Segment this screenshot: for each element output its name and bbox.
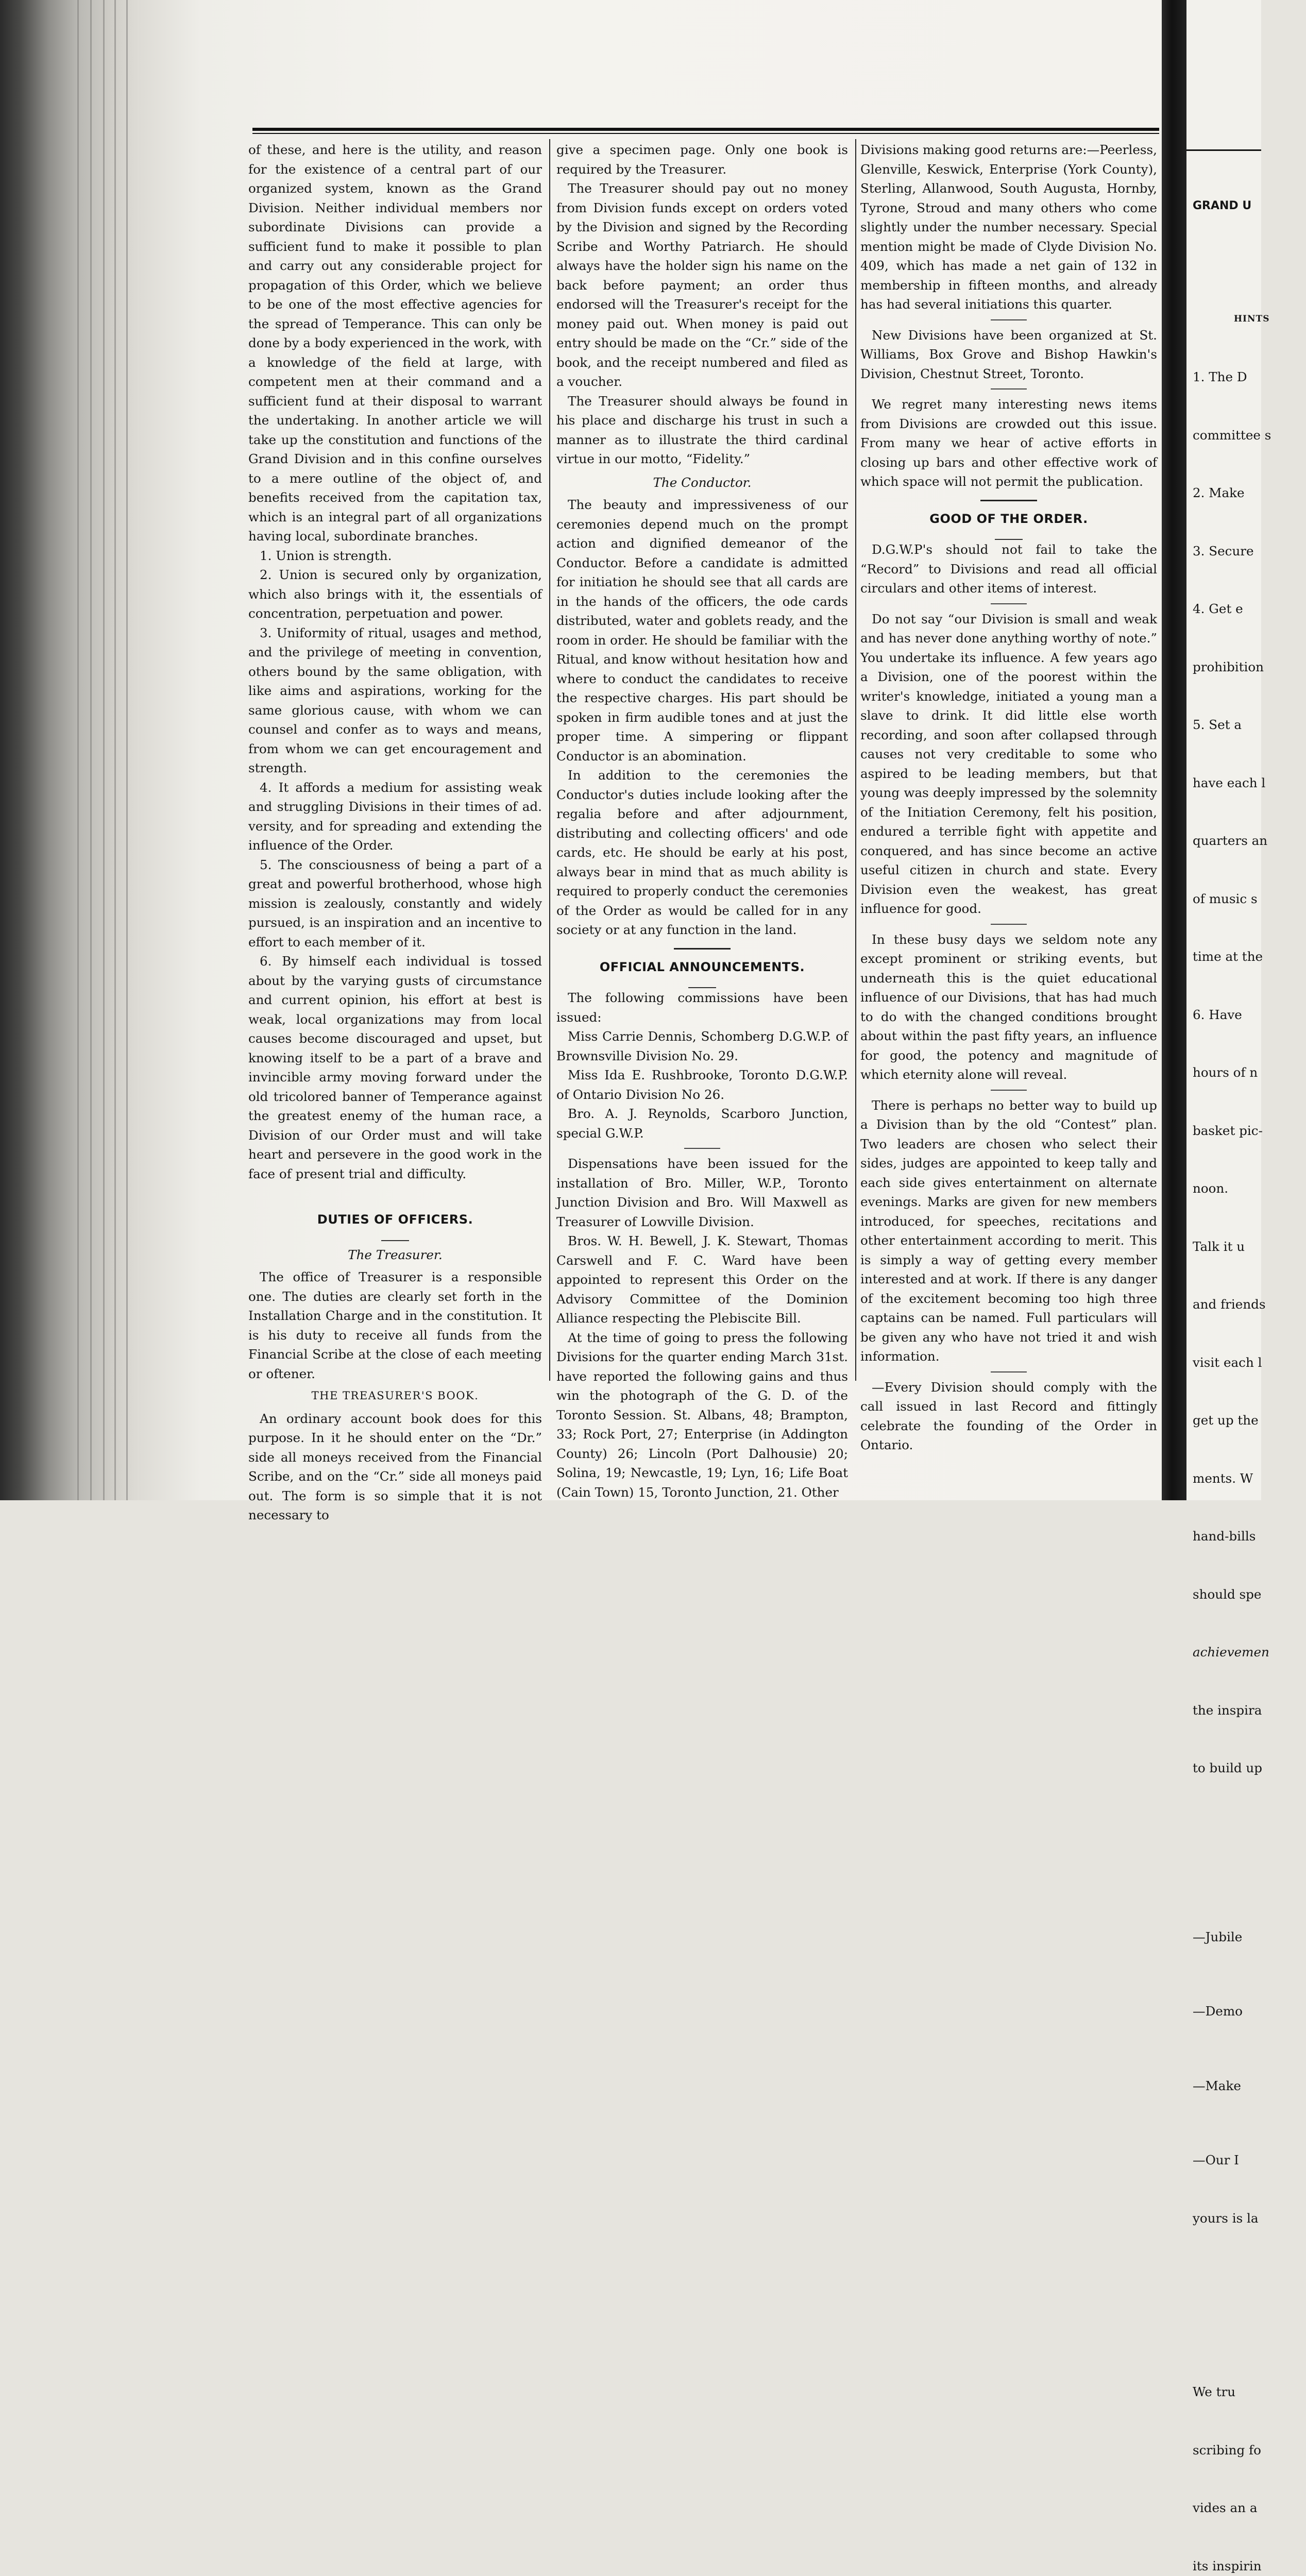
paragraph: Do not say “our Division is small and weak and has never done anything worthy of note.” You undertake its influence. A few years ago a Division, one of the poorest within the writer's knowledge, initiated a young man a slave to drink. It did little else worth recording, and soon after collapsed through causes not very creditable to some who aspired to be leading members, but that young was deeply impressed by the solemnity of the Initiation Ceremony, felt his position, endured a terrible fight with appetite and conquered, and has since become an active useful citizen in church and state. Every Division even the weakest, has great influence for good. bbox=[860, 611, 1157, 916]
np-line: 4. Get e bbox=[1193, 601, 1243, 616]
np-line: quarters an bbox=[1193, 833, 1268, 848]
paragraph: The Treasurer should pay out no money from Division funds except on orders voted by the Division and signed by the Recording Scribe and Worthy Patriarch. He should always have the holder sign his name on the back before payment; an order thus endorsed will the Treasurer's receipt for the money paid out. When money is paid out entry should be made on the “Cr.” side of the book, and the receipt numbered and filed as a voucher. bbox=[556, 181, 848, 389]
np-line: 3. Secure bbox=[1193, 543, 1254, 558]
np-line: its inspirin bbox=[1193, 2558, 1262, 2573]
good-of-the-order-heading: GOOD OF THE ORDER. bbox=[929, 511, 1088, 526]
np-line: ments. W bbox=[1193, 1470, 1253, 1486]
divider bbox=[684, 1148, 720, 1149]
hints-heading: HINTS bbox=[1234, 313, 1270, 324]
np-line: prohibition bbox=[1193, 659, 1264, 674]
top-rule bbox=[252, 128, 1159, 131]
announcement: The following commissions have been issued: bbox=[556, 990, 848, 1025]
paragraph: D.G.W.P's should not fail to take the “Record” to Divisions and read all official circulars and other items of interest. bbox=[860, 542, 1157, 596]
column-1 bbox=[248, 140, 542, 1525]
np-line: 6. Have bbox=[1193, 1007, 1242, 1022]
paragraph: There is perhaps no better way to build up a Division than by the old “Contest” plan. Two leaders are chosen who select their sides, judges are appointed to keep tally and each side gives entertainment on alternate evenings. Marks are given for new members introduced, for speeches, recitations and other entertainment according to merit. This is simply a way of getting every member interested and at work. If there is any danger of the excitement becoming too high three captains can be named. Full particulars will be given any who have not tried it and wish information. bbox=[860, 1097, 1157, 1364]
divider bbox=[991, 388, 1027, 389]
np-line: the inspira bbox=[1193, 1702, 1262, 1718]
paragraph: We regret many interesting news items from Divisions are crowded out this issue. From many we hear of active efforts in closing up bars and other effective work of which space will not permit the publication. bbox=[860, 397, 1157, 489]
divider bbox=[991, 1090, 1027, 1091]
scan-left-edge bbox=[0, 0, 139, 1500]
np-line: committee s bbox=[1193, 427, 1271, 443]
np-line: vides an a bbox=[1193, 2500, 1258, 2515]
divider bbox=[991, 924, 1027, 925]
divider bbox=[991, 1371, 1027, 1372]
np-line: of music s bbox=[1193, 891, 1258, 906]
divisions-continued: Divisions making good returns are:—Peerless, Glenville, Keswick, Enterprise (York County), Sterling, Allanwood, South Augusta, Hornby, Tyrone, Stroud and many others who come slightly under the number necessary. Special mention might be made of Clyde Division No. 409, which has made a net gain of 132 in membership in fifteen months, and already has had several initiations this quarter. bbox=[860, 142, 1157, 312]
next-page-text bbox=[1193, 155, 1306, 2576]
np-line: should spe bbox=[1193, 1586, 1262, 1602]
np-line: time at the bbox=[1193, 949, 1263, 964]
benefits-list bbox=[248, 546, 542, 1184]
next-page-fragment bbox=[1186, 0, 1271, 2573]
announcement: Miss Carrie Dennis, Schomberg D.G.W.P. of Brownsville Division No. 29. bbox=[556, 1029, 848, 1063]
page-gutter bbox=[1162, 0, 1186, 1500]
announcement: Dispensations have been issued for the installation of Bro. Miller, W.P., Toronto Junction Division and Bro. Will Maxwell as Treasurer of Lowville Division. bbox=[556, 1156, 848, 1229]
np-line: 1. The D bbox=[1193, 369, 1247, 384]
np-line: basket pic- bbox=[1193, 1123, 1263, 1138]
np-line: visit each l bbox=[1193, 1354, 1262, 1370]
np-line: 2. Make bbox=[1193, 485, 1245, 500]
announcement: Bros. W. H. Bewell, J. K. Stewart, Thomas Carswell and F. C. Ward have been appointed to represent this Order on the Advisory Committee of the Dominion Alliance respecting the Plebiscite Bill. bbox=[556, 1233, 848, 1326]
section-divider bbox=[980, 500, 1037, 501]
conductor-heading: The Conductor. bbox=[653, 474, 752, 490]
announcement: Bro. A. J. Reynolds, Scarboro Junction, special G.W.P. bbox=[556, 1106, 848, 1141]
column-rule-2 bbox=[855, 139, 856, 1381]
np-line: hours of n bbox=[1193, 1065, 1258, 1080]
np-short-item: —Make bbox=[1193, 2078, 1241, 2093]
list-item: 4. It affords a medium for assisting weak and struggling Divisions in their times of ad. versity, and for spreading and extending the influence of the Order. bbox=[248, 779, 542, 853]
np-line: get up the bbox=[1193, 1413, 1259, 1428]
treasurer-continued: give a specimen page. Only one book is required by the Treasurer. bbox=[556, 142, 848, 177]
treasurer-paragraph: The office of Treasurer is a responsible one. The duties are clearly set forth in the Installation Charge and in the constitution. It is his duty to receive all funds from the Financial Scribe at the close of each meeting or oftener. bbox=[248, 1269, 542, 1381]
np-line: and friends bbox=[1193, 1297, 1266, 1312]
paragraph: The Treasurer should always be found in his place and discharge his trust in such a manner as to illustrate the third cardinal virtue in our motto, “Fidelity.” bbox=[556, 393, 848, 466]
column-3 bbox=[860, 140, 1157, 1455]
list-item: 5. The consciousness of being a part of a great and powerful brotherhood, whose high mission is zealously, constantly and widely pursued, is an inspiration and an incentive to effort to each member of it. bbox=[248, 857, 542, 950]
np-line: noon. bbox=[1193, 1181, 1229, 1196]
treasurers-book-paragraph: An ordinary account book does for this purpose. In it he should enter on the “Dr.” side all moneys received from the Financial Scribe, and on the “Cr.” side all moneys paid out. The form is so simple that it is not necessary to bbox=[248, 1411, 542, 1522]
paragraph: The beauty and impressiveness of our ceremonies depend much on the prompt action and dignified demeanor of the Conductor. Before a candidate is admitted for initiation he should see that all cards are in the hands of the officers, the ode cards distributed, water and goblets ready, and the room in order. He should be familiar with the Ritual, and know without hesitation how and where to conduct the candidates to receive the respective charges. His part should be spoken in firm audible tones and at just the proper time. A simpering or flippant Conductor is an abomination. bbox=[556, 497, 848, 764]
duties-of-officers-heading: DUTIES OF OFFICERS. bbox=[317, 1212, 473, 1227]
list-item: 2. Union is secured only by organization, which also brings with it, the essentials of concentration, perpetuation and power. bbox=[248, 567, 542, 621]
next-page-rule bbox=[1186, 149, 1261, 151]
paragraph: In these busy days we seldom note any except prominent or striking events, but underneath this is the quiet educational influence of our Divisions, that has had much to do with the changed conditions brought about within the past fifty years, an influence for good, the potency and magnitude of which eternity alone will reveal. bbox=[860, 931, 1157, 1082]
paragraph: In addition to the ceremonies the Conductor's duties include looking after the regalia before and after adjournment, distributing and collecting officers' and ode cards, etc. He should be early at his post, always bear in mind that as much ability is required to properly conduct the ceremonies of the Order as would be called for in any society or at any function in the land. bbox=[556, 768, 848, 937]
np-short-item: —Jubile bbox=[1193, 1929, 1243, 1944]
np-short-item: —Our I bbox=[1193, 2153, 1239, 2167]
treasurer-heading: The Treasurer. bbox=[348, 1247, 443, 1262]
np-line: 5. Set a bbox=[1193, 717, 1242, 732]
next-page-heading: GRAND U bbox=[1193, 199, 1252, 212]
np-line: We tru bbox=[1193, 2384, 1236, 2399]
list-item: 3. Uniformity of ritual, usages and method, and the privilege of meeting in convention, others bound by the same obligation, with like aims and aspirations, working for the same glorious cause, with whom we can counsel and confer as to ways and means, from whom we can get encouragement and strength. bbox=[248, 625, 542, 775]
np-line: hand-bills bbox=[1193, 1529, 1256, 1544]
treasurers-book-heading: THE TREASURER'S BOOK. bbox=[311, 1389, 479, 1402]
top-rule-thin bbox=[252, 133, 1159, 134]
np-line: have each l bbox=[1193, 775, 1266, 790]
np-line: Talk it u bbox=[1193, 1239, 1245, 1254]
np-short-item: —Demo bbox=[1193, 2004, 1243, 2019]
divider bbox=[991, 319, 1027, 320]
official-announcements-heading: OFFICIAL ANNOUNCEMENTS. bbox=[599, 959, 805, 974]
column-2 bbox=[556, 140, 848, 1502]
column-rule-1 bbox=[549, 139, 550, 1381]
announcement: Miss Ida E. Rushbrooke, Toronto D.G.W.P. of Ontario Division No 26. bbox=[556, 1067, 848, 1102]
np-line: to build up bbox=[1193, 1760, 1262, 1775]
np-line: scribing fo bbox=[1193, 2442, 1261, 2458]
list-item: 1. Union is strength. bbox=[260, 548, 392, 563]
paragraph: —Every Division should comply with the call issued in last Record and fittingly celebrate the founding of the Order in Ontario. bbox=[860, 1379, 1157, 1452]
heading-ornament bbox=[381, 1240, 409, 1241]
np-short-item: yours is la bbox=[1193, 2210, 1259, 2226]
divider bbox=[991, 603, 1027, 604]
section-divider bbox=[674, 948, 731, 950]
list-item: 6. By himself each individual is tossed about by the varying gusts of circumstance and current opinion, his effort at best is weak, local organizations may from local causes become discouraged and upset, but knowing itself to be a part of a brave and invincible army moving forward under the old tricolored banner of Temperance against the greatest enemy of the human race, a Division of our Order must and will take heart and persevere in the good work in the face of present trial and difficulty. bbox=[248, 954, 542, 1181]
capitation-intro: of these, and here is the utility, and reason for the existence of a central part of our organized system, known as the Grand Division. Neither individual members nor subordinate Divisions can provide a sufficient fund to make it possible to plan and carry out any considerable project for propagation of this Order, which we believe to be one of the most effective agencies for the spread of Temperance. This can only be done by a body experienced in the work, with a knowledge of the field at large, with competent men at their command and a sufficient fund at their disposal to warrant the undertaking. In another article we will take up the constitution and functions of the Grand Division and in this confine ourselves to a mere outline of the object of, and benefits received from the capitation tax, which is an integral part of all organizations having local, subordinate branches. bbox=[248, 142, 542, 544]
announcement: At the time of going to press the following Divisions for the quarter ending March 31st. have reported the following gains and thus win the photograph of the G. D. of the Toronto Session. St. Albans, 48; Brampton, 33; Rock Port, 27; Enterprise (in Addington County) 26; Lincoln (Port Dalhousie) 20; Solina, 19; Newcastle, 19; Lyn, 16; Life Boat (Cain Town) 15, Toronto Junction, 21. Other bbox=[556, 1330, 848, 1500]
paragraph: New Divisions have been organized at St. Williams, Box Grove and Bishop Hawkin's Division, Chestnut Street, Toronto. bbox=[860, 327, 1157, 381]
np-line: achievemen bbox=[1193, 1645, 1269, 1659]
